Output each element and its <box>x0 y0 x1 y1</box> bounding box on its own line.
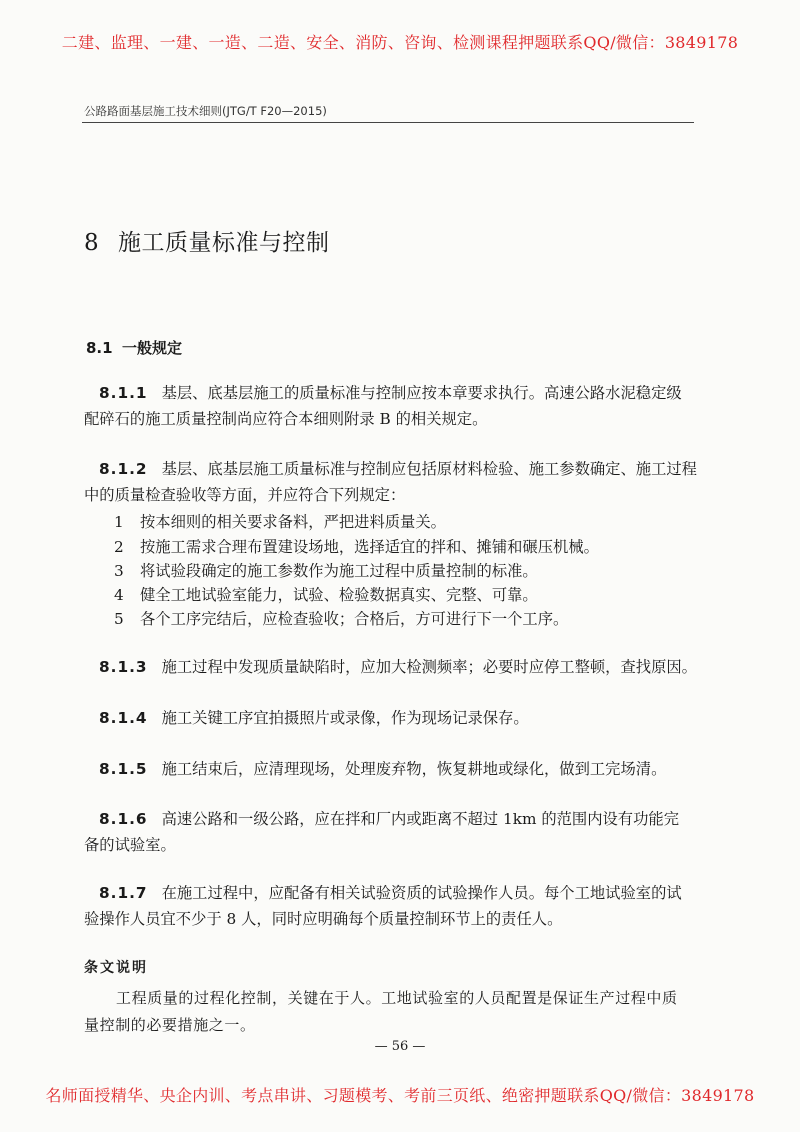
list-item <box>114 559 538 581</box>
list-item <box>114 510 446 532</box>
list-item-text: 各个工序完结后，应检查验收；合格后，方可进行下一个工序。 <box>140 610 569 628</box>
clause-8-1-1 <box>84 380 704 432</box>
clause-number: 8.1.3 <box>99 658 148 676</box>
clause-line <box>84 456 704 482</box>
list-item-text: 按施工需求合理布置建设场地，选择适宜的拌和、摊铺和碾压机械。 <box>140 538 599 556</box>
clause-line <box>84 880 704 906</box>
commentary-line: 量控制的必要措施之一。 <box>84 1016 256 1034</box>
list-item-text: 按本细则的相关要求备料，严把进料质量关。 <box>140 513 446 531</box>
bottom-promo-banner: 名师面授精华、央企内训、考点串讲、习题模考、考前三页纸、绝密押题联系QQ/微信：3849178 <box>45 1086 755 1105</box>
page-number: — 56 — <box>374 1039 426 1054</box>
clause-8-1-2 <box>84 456 704 508</box>
chapter-title-text: 施工质量标准与控制 <box>118 230 330 256</box>
clause-text: 施工结束后，应清理现场，处理废弃物，恢复耕地或绿化，做到工完场清。 <box>161 760 667 778</box>
header-rule <box>82 122 694 123</box>
clause-8-1-5 <box>84 756 704 782</box>
clause-text: 施工过程中发现质量缺陷时，应加大检测频率；必要时应停工整顿，查找原因。 <box>161 658 697 676</box>
list-item-number: 2 <box>114 538 124 556</box>
clause-line <box>84 705 704 731</box>
section-heading <box>86 337 182 358</box>
clause-line <box>84 756 704 782</box>
list-item-number: 4 <box>114 586 124 604</box>
clause-number: 8.1.2 <box>99 460 148 478</box>
list-item-text: 将试验段确定的施工参数作为施工过程中质量控制的标准。 <box>140 562 538 580</box>
clause-text: 基层、底基层施工的质量标准与控制应按本章要求执行。高速公路水泥稳定级 <box>161 384 682 402</box>
running-header: 公路路面基层施工技术细则(JTG/T F20—2015) <box>84 104 327 118</box>
commentary-line: 工程质量的过程化控制，关键在于人。工地试验室的人员配置是保证生产过程中质 <box>116 989 678 1007</box>
list-item-number: 5 <box>114 610 124 628</box>
top-promo-banner: 二建、监理、一建、一造、二造、安全、消防、咨询、检测课程押题联系QQ/微信：3849178 <box>61 33 739 52</box>
clause-line: 验操作人员宜不少于 8 人，同时应明确每个质量控制环节上的责任人。 <box>84 910 563 928</box>
clause-text: 高速公路和一级公路，应在拌和厂内或距离不超过 1km 的范围内设有功能完 <box>161 810 679 828</box>
section-number: 8.1 <box>86 339 113 357</box>
clause-number: 8.1.4 <box>99 709 148 727</box>
list-item-number: 1 <box>114 513 124 531</box>
list-item <box>114 535 599 557</box>
clause-number: 8.1.6 <box>99 810 148 828</box>
clause-number: 8.1.7 <box>99 884 148 902</box>
clause-text: 基层、底基层施工质量标准与控制应包括原材料检验、施工参数确定、施工过程 <box>161 460 697 478</box>
commentary-heading: 条文说明 <box>84 960 148 976</box>
clause-line: 备的试验室。 <box>84 836 176 854</box>
clause-8-1-7 <box>84 880 704 932</box>
clause-line: 中的质量检查验收等方面，并应符合下列规定： <box>84 486 406 504</box>
clause-line <box>84 380 704 406</box>
list-item-text: 健全工地试验室能力，试验、检验数据真实、完整、可靠。 <box>140 586 538 604</box>
commentary-body <box>84 985 678 1039</box>
clause-text: 在施工过程中，应配备有相关试验资质的试验操作人员。每个工地试验室的试 <box>161 884 682 902</box>
clause-number: 8.1.1 <box>99 384 148 402</box>
clause-8-1-3 <box>84 654 704 680</box>
list-item-number: 3 <box>114 562 124 580</box>
clause-number: 8.1.5 <box>99 760 148 778</box>
chapter-number: 8 <box>84 230 100 256</box>
clause-text: 施工关键工序宜拍摄照片或录像，作为现场记录保存。 <box>161 709 529 727</box>
list-item <box>114 583 538 605</box>
chapter-title <box>84 224 330 257</box>
clause-line <box>84 654 704 680</box>
clause-8-1-6 <box>84 806 704 858</box>
clause-line <box>84 806 704 832</box>
clause-8-1-4 <box>84 705 704 731</box>
clause-line: 配碎石的施工质量控制尚应符合本细则附录 B 的相关规定。 <box>84 410 488 428</box>
list-item <box>114 607 568 629</box>
section-title-text: 一般规定 <box>122 339 183 357</box>
